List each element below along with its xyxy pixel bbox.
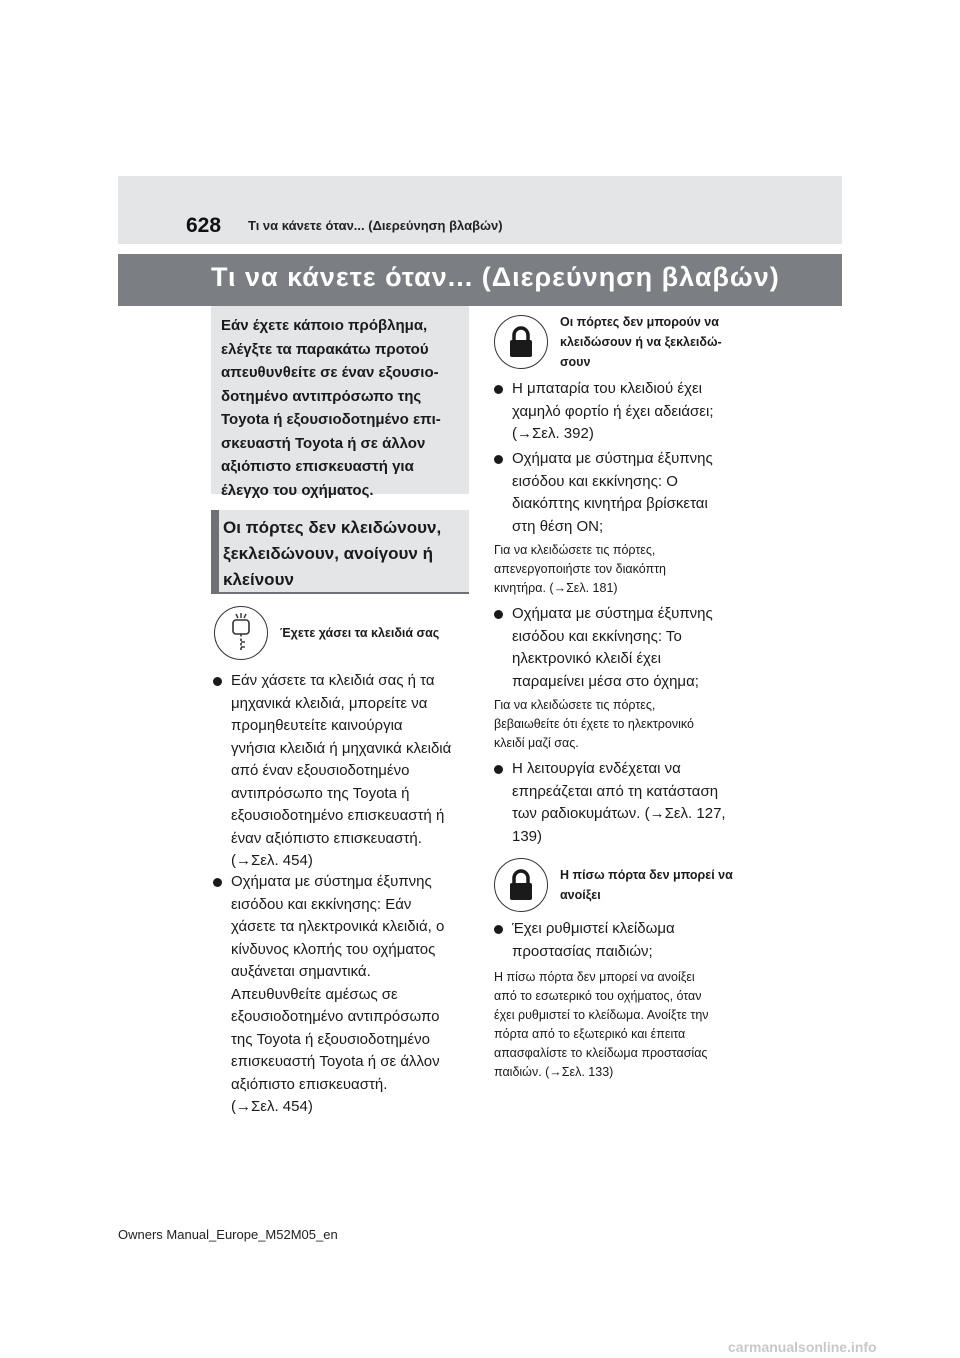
text-line: Η λειτουργία ενδέχεται να	[512, 760, 681, 777]
note	[494, 696, 694, 753]
text-line: Έχει ρυθμιστεί κλείδωμα	[512, 920, 675, 937]
intro-line: Toyota ή εξουσιοδοτημένο επι-	[221, 411, 441, 428]
page-number: 628	[186, 214, 222, 237]
list-item	[213, 871, 444, 1119]
list-item	[494, 918, 675, 963]
intro-line: σκευαστή Toyota ή σε άλλον	[221, 434, 426, 452]
intro-box	[211, 306, 469, 499]
text-line: χαμηλό φορτίο ή έχει αδειάσει;	[512, 402, 714, 420]
note-line: έχει ρυθμιστεί το κλείδωμα. Ανοίξτε την	[494, 1008, 709, 1022]
note	[494, 968, 709, 1082]
watermark: carmanualsonline.info	[728, 1339, 877, 1355]
note-line: κλειδί μαζί σας.	[494, 736, 579, 750]
text-line: έναν αξιόπιστο επισκευαστή.	[231, 829, 422, 847]
bullet-dot	[494, 455, 503, 464]
text-line: διακόπτης κινητήρα βρίσκεται	[512, 495, 708, 512]
symbol-label-line: ανοίξει	[560, 888, 601, 902]
text-line: μηχανικά κλειδιά, μπορείτε να	[231, 694, 428, 712]
lost-keys-symbol-row	[214, 606, 439, 660]
list-item	[494, 603, 713, 693]
page-title: Τι να κάνετε όταν... (Διερεύνηση βλαβών)	[211, 262, 780, 292]
intro-line: απευθυνθείτε σε έναν εξουσιο-	[221, 364, 439, 381]
note	[494, 541, 666, 598]
intro-line: Εάν έχετε κάποιο πρόβλημα,	[221, 317, 428, 334]
text-line: κίνδυνος κλοπής του οχήματος	[231, 940, 436, 958]
text-line: Οχήματα με σύστημα έξυπνης	[512, 450, 713, 467]
intro-line: αξιόπιστο επισκευαστή για	[221, 458, 414, 475]
intro-line: δοτημένο αντιπρόσωπο της	[221, 387, 422, 405]
text-line: εξουσιοδοτημένο επισκευαστή ή	[231, 807, 445, 824]
text-line: Οχήματα με σύστημα έξυπνης	[512, 605, 713, 622]
text-line: από έναν εξουσιοδοτημένο	[231, 762, 410, 779]
note-line: βεβαιωθείτε ότι έχετε το ηλεκτρονικό	[494, 717, 694, 731]
text-line: της Toyota ή εξουσιοδοτημένο	[231, 1030, 430, 1048]
bullet-dot	[494, 925, 503, 934]
list-item	[494, 448, 713, 538]
note-line: απενεργοποιήστε τον διακόπτη	[494, 562, 666, 576]
text-line: ηλεκτρονικό κλειδί έχει	[512, 650, 661, 667]
note-line: Για να κλειδώσετε τις πόρτες,	[494, 543, 656, 557]
text-line: επισκευαστή Toyota ή σε άλλον	[231, 1053, 440, 1070]
text-line: χάσετε τα ηλεκτρονικά κλειδιά, ο	[231, 918, 445, 935]
symbol-label-line: κλειδώσουν ή να ξεκλειδώ-	[560, 335, 722, 349]
header-bar	[118, 176, 842, 244]
intro-line: έλεγχο του οχήματος.	[221, 481, 374, 499]
bullet-dot	[494, 385, 503, 394]
page-reference: (→Σελ. 454)	[231, 1098, 313, 1115]
text-line: εξουσιοδοτημένο αντιπρόσωπο	[231, 1008, 440, 1025]
key-icon	[214, 606, 268, 660]
page-reference: (→Σελ. 392)	[512, 425, 594, 442]
running-title: Τι να κάνετε όταν... (Διερεύνηση βλαβών)	[248, 218, 503, 233]
lock-icon	[494, 315, 548, 369]
lock-icon	[494, 858, 548, 912]
text-line: Εάν χάσετε τα κλειδιά σας ή τα	[231, 672, 435, 689]
text-line: αντιπρόσωπο της Toyota ή	[231, 784, 410, 802]
text-line: 139)	[512, 827, 543, 845]
intro-line: ελέγξτε τα παρακάτω προτού	[221, 340, 429, 358]
section-heading-line: Οι πόρτες δεν κλειδώνουν,	[223, 518, 442, 537]
section-heading	[211, 510, 469, 594]
symbol-label	[560, 312, 722, 372]
symbol-label-line: σουν	[560, 355, 591, 369]
text-line: εισόδου και εκκίνησης: Το	[512, 627, 682, 645]
symbol-label	[560, 865, 733, 905]
text-line: Απευθυνθείτε αμέσως σε	[231, 985, 398, 1003]
note-line: από το εσωτερικό του οχήματος, όταν	[494, 989, 702, 1003]
back-door-symbol-row	[494, 858, 733, 912]
text-line: αυξάνεται σημαντικά.	[231, 963, 371, 980]
section-heading-line: ξεκλειδώνουν, ανοίγουν ή	[223, 544, 433, 563]
text-line: Οχήματα με σύστημα έξυπνης	[231, 873, 432, 890]
bullet-dot	[213, 677, 222, 686]
text-line: των ραδιοκυμάτων. (→Σελ. 127,	[512, 805, 726, 822]
text-line: προμηθευτείτε καινούργια	[231, 717, 403, 734]
page-reference: (→Σελ. 454)	[231, 852, 313, 869]
text-line: γνήσια κλειδιά ή μηχανικά κλειδιά	[231, 739, 452, 757]
symbol-label-line: Οι πόρτες δεν μπορούν να	[560, 315, 719, 329]
text-line: επηρεάζεται από τη κατάσταση	[512, 782, 719, 800]
bullet-dot	[213, 878, 222, 887]
list-item	[494, 378, 713, 446]
text-line: στη θέση ON;	[512, 517, 604, 535]
section-heading-line: κλείνουν	[223, 570, 294, 589]
note-line: κινητήρα. (→Σελ. 181)	[494, 581, 618, 595]
list-item	[494, 758, 726, 848]
text-line: παραμείνει μέσα στο όχημα;	[512, 672, 699, 690]
text-line: εισόδου και εκκίνησης: Εάν	[231, 895, 412, 913]
footer-text: Owners Manual_Europe_M52M05_en	[118, 1227, 338, 1242]
note-line: παιδιών. (→Σελ. 133)	[494, 1065, 614, 1079]
note-line: Για να κλειδώσετε τις πόρτες,	[494, 698, 656, 712]
bullet-dot	[494, 765, 503, 774]
note-line: πόρτα από το εξωτερικό και έπειτα	[494, 1027, 686, 1041]
symbol-label-line: Η πίσω πόρτα δεν μπορεί να	[560, 868, 733, 882]
list-item	[213, 670, 451, 873]
doors-lock-symbol-row	[494, 312, 722, 372]
note-line: Η πίσω πόρτα δεν μπορεί να ανοίξει	[494, 970, 695, 984]
note-line: απασφαλίστε το κλείδωμα προστασίας	[494, 1046, 708, 1060]
text-line: αξιόπιστο επισκευαστή.	[231, 1075, 388, 1093]
text-line: Η μπαταρία του κλειδιού έχει	[512, 380, 702, 397]
bullet-dot	[494, 610, 503, 619]
text-line: προστασίας παιδιών;	[512, 942, 653, 960]
text-line: εισόδου και εκκίνησης: Ο	[512, 472, 678, 490]
symbol-label: Έχετε χάσει τα κλειδιά σας	[280, 626, 440, 640]
